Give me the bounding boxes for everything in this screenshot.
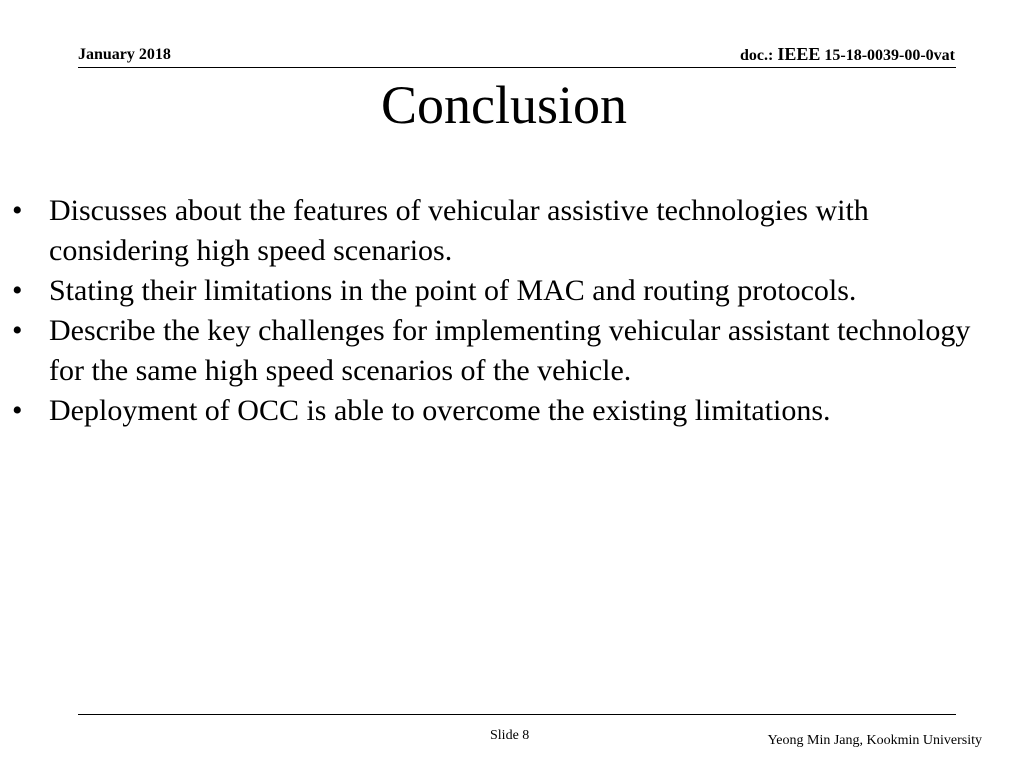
bullet-icon: •	[12, 394, 23, 427]
bullet-icon: •	[12, 274, 23, 307]
bullet-icon: •	[12, 314, 23, 347]
doc-org: IEEE	[777, 44, 821, 64]
header-divider	[78, 67, 956, 68]
header-doc-id	[740, 44, 955, 65]
bullet-item	[12, 311, 1002, 391]
header-date: January 2018	[78, 46, 171, 63]
bullet-text: Stating their limitations in the point of MAC and routing protocols.	[49, 274, 857, 307]
bullet-text: Deployment of OCC is able to overcome the existing limitations.	[49, 394, 831, 427]
doc-number: 15-18-0039-00-0vat	[820, 47, 955, 64]
bullet-list	[12, 191, 1002, 431]
footer-divider	[78, 714, 956, 715]
bullet-text: Discusses about the features of vehicular assistive technologies with considering high speed scenarios.	[49, 194, 869, 267]
slide-title: Conclusion	[380, 75, 627, 135]
bullet-item	[12, 191, 1002, 271]
slide-number: Slide 8	[490, 728, 530, 743]
bullet-item	[12, 271, 1002, 311]
bullet-item	[12, 391, 1002, 431]
bullet-icon: •	[12, 194, 23, 227]
bullet-text: Describe the key challenges for implementing vehicular assistant technology for the same high speed scenarios of the vehicle.	[49, 314, 971, 387]
footer-author: Yeong Min Jang, Kookmin University	[767, 733, 982, 748]
doc-prefix: doc.:	[740, 47, 778, 64]
